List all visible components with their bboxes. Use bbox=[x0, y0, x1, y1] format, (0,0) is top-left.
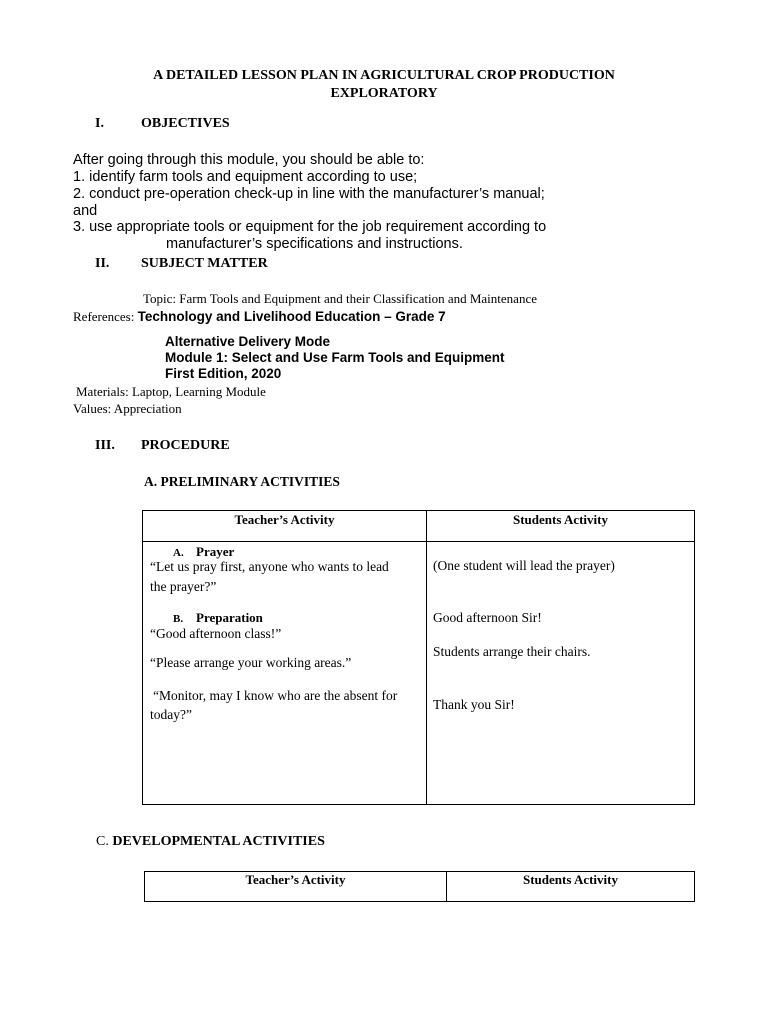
prayer-line-1: “Let us pray first, anyone who wants to lead bbox=[150, 559, 389, 574]
students-activity-header: Students Activity bbox=[523, 872, 618, 887]
document-title-line1: A DETAILED LESSON PLAN IN AGRICULTURAL CROP PRODUCTION bbox=[153, 68, 615, 83]
objective-item-3: 3. use appropriate tools or equipment for the job requirement according to bbox=[73, 219, 547, 235]
references-label: References: bbox=[73, 309, 138, 324]
subject-matter-heading: SUBJECT MATTER bbox=[141, 256, 268, 271]
objective-item-1: 1. identify farm tools and equipment according to use; bbox=[73, 169, 418, 185]
students-header-cell bbox=[447, 872, 695, 902]
table-header-row bbox=[143, 511, 695, 542]
reference-edition: First Edition, 2020 bbox=[165, 366, 282, 381]
preparation-line-2: “Please arrange your working areas.” bbox=[150, 655, 352, 670]
students-header-cell bbox=[427, 511, 695, 542]
table-header-row bbox=[145, 872, 695, 902]
student-response-2: Good afternoon Sir! bbox=[433, 610, 542, 625]
prayer-title: Prayer bbox=[196, 544, 235, 559]
objective-item-3-continued: manufacturer’s specifications and instructions. bbox=[166, 236, 463, 252]
preparation-line-3: “Monitor, may I know who are the absent for bbox=[153, 688, 398, 703]
document-title-line2: EXPLORATORY bbox=[330, 86, 438, 101]
objective-item-2: 2. conduct pre-operation check-up in line with the manufacturer’s manual; bbox=[73, 186, 545, 202]
teacher-activity-cell bbox=[143, 542, 427, 805]
prayer-line-2: the prayer?” bbox=[150, 579, 217, 594]
students-activity-cell bbox=[427, 542, 695, 805]
teacher-header-cell bbox=[145, 872, 447, 902]
references bbox=[73, 308, 446, 326]
procedure-heading: PROCEDURE bbox=[141, 438, 230, 453]
developmental-title: DEVELOPMENTAL ACTIVITIES bbox=[112, 834, 325, 849]
students-activity-header: Students Activity bbox=[513, 512, 608, 527]
procedure-number: III. bbox=[95, 438, 115, 453]
table-row bbox=[143, 542, 695, 805]
objective-item-2-continued: and bbox=[73, 203, 98, 219]
preliminary-activities-heading: A. PRELIMINARY ACTIVITIES bbox=[144, 474, 340, 489]
references-value: Technology and Livelihood Education – Grade 7 bbox=[137, 309, 446, 324]
student-response-1: (One student will lead the prayer) bbox=[433, 558, 615, 573]
objectives-heading: OBJECTIVES bbox=[141, 116, 230, 131]
preparation-letter: B. bbox=[173, 613, 184, 625]
subject-matter-number: II. bbox=[95, 256, 110, 271]
teacher-header-cell bbox=[143, 511, 427, 542]
objectives-intro: After going through this module, you should be able to: bbox=[73, 152, 425, 168]
preparation-line-1: “Good afternoon class!” bbox=[150, 626, 282, 641]
preliminary-activities-table bbox=[142, 510, 695, 805]
preparation-title: Preparation bbox=[196, 610, 263, 625]
teacher-activity-header: Teacher’s Activity bbox=[245, 872, 346, 887]
materials: Materials: Laptop, Learning Module bbox=[76, 384, 266, 399]
developmental-activities-heading bbox=[96, 834, 325, 850]
objectives-number: I. bbox=[95, 116, 104, 131]
reference-delivery-mode: Alternative Delivery Mode bbox=[165, 334, 331, 349]
reference-module: Module 1: Select and Use Farm Tools and Equipment bbox=[165, 350, 505, 365]
topic: Topic: Farm Tools and Equipment and their Classification and Maintenance bbox=[143, 291, 537, 306]
prayer-letter: A. bbox=[173, 547, 184, 559]
values: Values: Appreciation bbox=[73, 401, 182, 416]
student-response-4: Thank you Sir! bbox=[433, 697, 515, 712]
student-response-3: Students arrange their chairs. bbox=[433, 644, 591, 659]
preparation-item bbox=[173, 609, 263, 627]
developmental-activities-table bbox=[144, 871, 695, 902]
teacher-activity-header: Teacher’s Activity bbox=[234, 512, 335, 527]
preparation-line-4: today?” bbox=[150, 707, 192, 722]
developmental-letter: C. bbox=[96, 834, 113, 849]
